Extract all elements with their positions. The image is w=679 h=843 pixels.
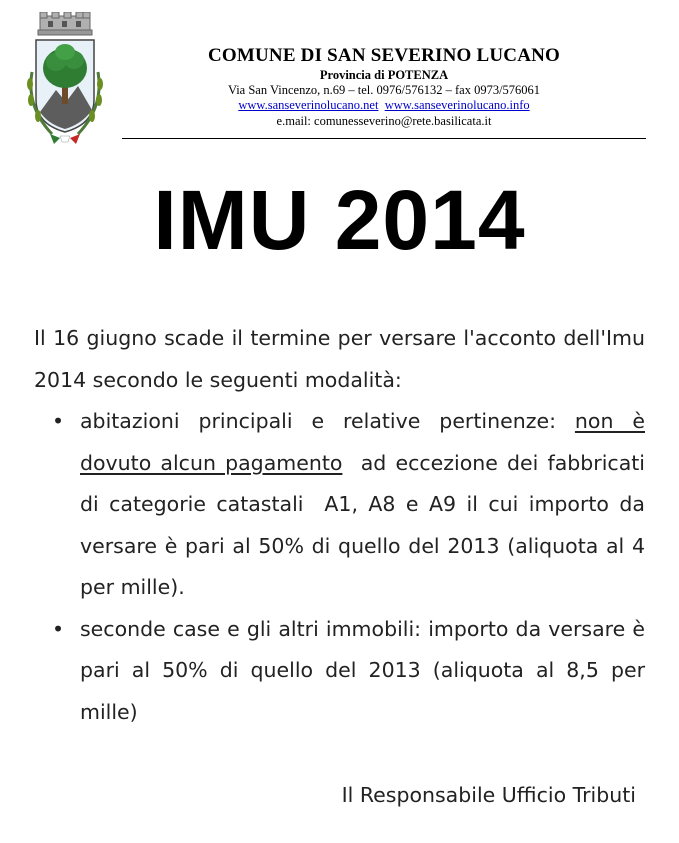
list-item-second-homes [34, 609, 645, 734]
website-link-net[interactable]: www.sanseverinolucano.net [238, 98, 379, 112]
website-links [122, 98, 646, 113]
notice-body [34, 318, 652, 733]
item-text-underlined: non è dovuto alcun pagamento [80, 409, 645, 475]
bullet-icon: • [52, 409, 65, 433]
item-text-before: abitazioni principali e relative pertinenze: [80, 409, 575, 433]
list-item-primary-residence [34, 401, 652, 609]
province-line: Provincia di POTENZA [319, 68, 449, 82]
header-divider [122, 138, 646, 139]
letterhead [122, 44, 646, 129]
organization-name: COMUNE DI SAN SEVERINO LUCANO [207, 45, 561, 66]
intro-paragraph: Il 16 giugno scade il termine per versare l'acconto dell'Imu 2014 secondo le seguenti modalità: [34, 326, 645, 392]
municipal-crest-icon [22, 12, 108, 144]
conditions-list [34, 401, 652, 733]
bullet-icon: • [52, 616, 65, 641]
signature-line: Il Responsabile Ufficio Tributi [341, 783, 636, 807]
website-link-info[interactable]: www.sanseverinolucano.info [384, 98, 530, 112]
notice-title: IMU 2014 [153, 173, 526, 267]
email-line: e.mail: comunesseverino@rete.basilicata.it [276, 114, 492, 128]
item-text: seconde case e gli altri immobili: importo da versare è pari al 50% di quello del 2013 (aliquota al 8,5 per mille) [80, 616, 645, 724]
address-line: Via San Vincenzo, n.69 – tel. 0976/576132 – fax 0973/576061 [227, 83, 541, 97]
item-text-after: ad eccezione dei fabbricati di categorie catastali A1, A8 e A9 il cui importo da versare è pari al 50% di quello del 2013 (aliquota al 4 per mille). [80, 450, 652, 599]
